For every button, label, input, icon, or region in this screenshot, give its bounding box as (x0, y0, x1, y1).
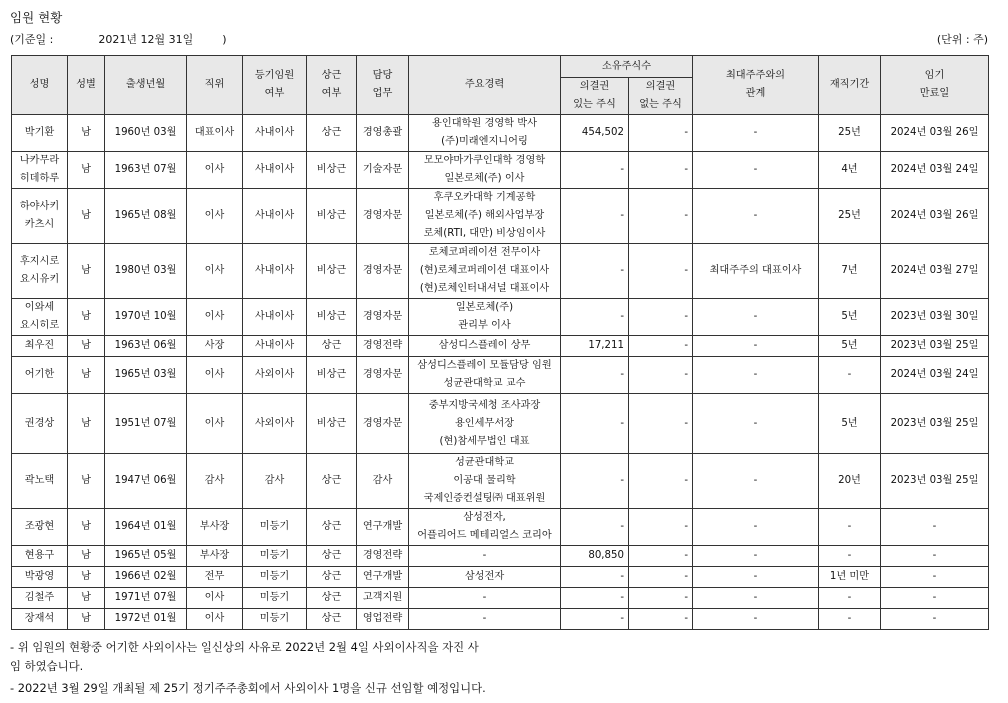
note-line: - 2022년 3월 29일 개최될 제 25기 정기주주총회에서 사외이사 1명을 신규 선임할 예정입니다. (10, 681, 486, 695)
table-row (12, 509, 989, 546)
header-registered: 등기임원 여부 (243, 56, 307, 115)
tenure-cell: 25년 (819, 189, 881, 244)
fulltime-cell: 상근 (307, 454, 357, 509)
career-cell-line: - (482, 613, 487, 624)
fulltime-cell: 상근 (307, 567, 357, 588)
name-cell-line: 권경상 (24, 417, 55, 429)
position-cell: 부사장 (187, 546, 243, 567)
nonvoting-shares-cell: - (629, 509, 693, 546)
position-cell: 이사 (187, 189, 243, 244)
duty-cell: 경영자문 (357, 244, 409, 299)
name-cell (12, 588, 68, 609)
tenure-cell: 1년 미만 (819, 567, 881, 588)
name-cell-line: 요시히로 (19, 320, 60, 331)
relation-cell: - (693, 394, 819, 454)
career-cell-line: (현)로체코퍼레이션 대표이사 (419, 265, 550, 276)
name-cell (12, 244, 68, 299)
career-cell-line: 성균관대학교 (454, 457, 515, 468)
registered-cell: 사내이사 (243, 299, 307, 336)
career-cell (409, 189, 561, 244)
voting-shares-cell: - (561, 299, 629, 336)
career-cell-line: - (482, 592, 487, 603)
career-cell (409, 546, 561, 567)
tenure-cell: - (819, 357, 881, 394)
reference-close: ) (222, 33, 227, 46)
name-cell-line: 이와세 (24, 302, 55, 313)
gender-cell: 남 (68, 588, 105, 609)
table-row (12, 336, 989, 357)
relation-cell: - (693, 299, 819, 336)
career-cell-line: 로체코퍼레이션 전무이사 (428, 247, 541, 258)
fulltime-cell: 상근 (307, 546, 357, 567)
name-cell-line: 곽노택 (24, 475, 55, 486)
executive-table (11, 55, 989, 630)
reference-date-value: 2021년 12월 31일 (98, 33, 194, 46)
position-cell: 이사 (187, 299, 243, 336)
name-cell-line: 조광현 (24, 521, 55, 532)
voting-shares-cell: - (561, 189, 629, 244)
position-cell: 이사 (187, 152, 243, 189)
nonvoting-shares-cell: - (629, 588, 693, 609)
position-cell: 사장 (187, 336, 243, 357)
nonvoting-shares-cell: - (629, 115, 693, 152)
career-cell-line: 로체(RTI, 대만) 비상임이사 (423, 228, 546, 239)
note-line: 임 하였습니다. (10, 659, 84, 673)
career-cell-line: 관리부 이사 (458, 320, 511, 331)
name-cell-line: 박기환 (24, 127, 55, 138)
career-cell-line: 일본로체(주) (455, 302, 514, 313)
term-cell: - (881, 609, 989, 630)
position-cell: 이사 (187, 244, 243, 299)
birth-cell: 1964년 01월 (105, 509, 187, 546)
career-cell-line: (현)참세무법인 대표 (439, 435, 530, 447)
relation-cell: - (693, 115, 819, 152)
career-cell-line: (현)로체인터내셔널 대표이사 (419, 283, 550, 294)
name-cell-line: 현용구 (24, 550, 55, 561)
registered-cell: 사외이사 (243, 394, 307, 454)
term-cell: 2024년 03월 24일 (881, 357, 989, 394)
relation-cell: - (693, 567, 819, 588)
tenure-cell: - (819, 609, 881, 630)
voting-shares-cell: - (561, 454, 629, 509)
nonvoting-shares-cell: - (629, 152, 693, 189)
name-cell-line: 카츠시 (24, 219, 55, 230)
name-cell (12, 609, 68, 630)
career-cell-line: 이공대 물리학 (453, 475, 516, 486)
name-cell-line: 후지시로 (19, 256, 60, 267)
duty-cell: 고객지원 (357, 588, 409, 609)
term-cell: - (881, 567, 989, 588)
relation-cell: - (693, 546, 819, 567)
fulltime-cell: 상근 (307, 609, 357, 630)
gender-cell: 남 (68, 454, 105, 509)
relation-cell: - (693, 152, 819, 189)
nonvoting-shares-cell: - (629, 244, 693, 299)
term-cell: 2023년 03월 25일 (881, 454, 989, 509)
name-cell-line: 하야사키 (19, 201, 60, 212)
career-cell-line: 중부지방국세청 조사과장 (428, 399, 541, 411)
voting-shares-cell: 17,211 (561, 336, 629, 357)
registered-cell: 미등기 (243, 509, 307, 546)
table-row (12, 189, 989, 244)
tenure-cell: 7년 (819, 244, 881, 299)
name-cell-line: 장재석 (24, 613, 55, 624)
career-cell-line: 용인대학원 경영학 박사 (432, 118, 537, 129)
nonvoting-shares-cell: - (629, 336, 693, 357)
header-tenure: 재직기간 (819, 56, 881, 115)
fulltime-cell: 상근 (307, 509, 357, 546)
gender-cell: 남 (68, 567, 105, 588)
name-cell (12, 336, 68, 357)
registered-cell: 미등기 (243, 609, 307, 630)
fulltime-cell: 상근 (307, 115, 357, 152)
table-row (12, 454, 989, 509)
position-cell: 대표이사 (187, 115, 243, 152)
name-cell (12, 115, 68, 152)
birth-cell: 1965년 05월 (105, 546, 187, 567)
reference-date (10, 31, 227, 47)
duty-cell: 영업전략 (357, 609, 409, 630)
relation-cell: - (693, 189, 819, 244)
birth-cell: 1980년 03월 (105, 244, 187, 299)
voting-shares-cell: - (561, 509, 629, 546)
header-relation: 최대주주와의 관계 (693, 56, 819, 115)
gender-cell: 남 (68, 546, 105, 567)
duty-cell: 기술자문 (357, 152, 409, 189)
header-name: 성명 (12, 56, 68, 115)
gender-cell: 남 (68, 336, 105, 357)
fulltime-cell: 비상근 (307, 357, 357, 394)
header-term: 임기 만료일 (881, 56, 989, 115)
fulltime-cell: 비상근 (307, 152, 357, 189)
registered-cell: 감사 (243, 454, 307, 509)
career-cell (409, 567, 561, 588)
header-voting: 의결권 있는 주식 (561, 78, 629, 115)
relation-cell: - (693, 336, 819, 357)
term-cell: 2024년 03월 24일 (881, 152, 989, 189)
relation-cell: - (693, 357, 819, 394)
duty-cell: 경영자문 (357, 189, 409, 244)
duty-cell: 경영전략 (357, 336, 409, 357)
term-cell: 2023년 03월 25일 (881, 336, 989, 357)
header-nonvoting: 의결권 없는 주식 (629, 78, 693, 115)
gender-cell: 남 (68, 357, 105, 394)
gender-cell: 남 (68, 609, 105, 630)
career-cell (409, 115, 561, 152)
table-row (12, 567, 989, 588)
birth-cell: 1966년 02월 (105, 567, 187, 588)
gender-cell: 남 (68, 152, 105, 189)
relation-cell: - (693, 454, 819, 509)
header-gender: 성별 (68, 56, 105, 115)
birth-cell: 1971년 07월 (105, 588, 187, 609)
career-cell-line: - (482, 550, 487, 561)
gender-cell: 남 (68, 509, 105, 546)
career-cell (409, 244, 561, 299)
term-cell: 2023년 03월 30일 (881, 299, 989, 336)
career-cell-line: 삼성전자, (463, 512, 506, 523)
birth-cell: 1963년 07월 (105, 152, 187, 189)
career-cell (409, 609, 561, 630)
relation-cell: - (693, 588, 819, 609)
name-cell (12, 394, 68, 454)
registered-cell: 사내이사 (243, 244, 307, 299)
unit-label: (단위 : 주) (936, 33, 988, 46)
fulltime-cell: 상근 (307, 336, 357, 357)
nonvoting-shares-cell: - (629, 609, 693, 630)
career-cell (409, 336, 561, 357)
career-cell-line: 삼성디스플레이 상무 (438, 340, 531, 351)
birth-cell: 1963년 06월 (105, 336, 187, 357)
birth-cell: 1965년 08월 (105, 189, 187, 244)
fulltime-cell: 비상근 (307, 244, 357, 299)
note-line: - 위 임원의 현황중 어기한 사외이사는 일신상의 사유로 2022년 2월 4일 사외이사직을 자진 사 (10, 640, 479, 654)
registered-cell: 사내이사 (243, 189, 307, 244)
career-cell-line: 삼성전자 (464, 571, 505, 582)
term-cell: - (881, 546, 989, 567)
duty-cell: 경영전략 (357, 546, 409, 567)
tenure-cell: 20년 (819, 454, 881, 509)
voting-shares-cell: - (561, 357, 629, 394)
duty-cell: 경영자문 (357, 394, 409, 454)
tenure-cell: 25년 (819, 115, 881, 152)
name-cell (12, 152, 68, 189)
table-row (12, 244, 989, 299)
voting-shares-cell: - (561, 394, 629, 454)
gender-cell: 남 (68, 115, 105, 152)
nonvoting-shares-cell: - (629, 189, 693, 244)
career-cell-line: 모모야마가쿠인대학 경영학 (423, 155, 546, 166)
duty-cell: 경영총괄 (357, 115, 409, 152)
relation-cell: - (693, 609, 819, 630)
table-row (12, 152, 989, 189)
header-shares: 소유주식수 (561, 56, 693, 78)
career-cell (409, 357, 561, 394)
table-row (12, 394, 989, 454)
tenure-cell: - (819, 588, 881, 609)
career-cell (409, 588, 561, 609)
birth-cell: 1972년 01월 (105, 609, 187, 630)
name-cell-line: 김철주 (24, 592, 55, 603)
reference-label: (기준일 : (10, 33, 54, 46)
career-cell (409, 509, 561, 546)
tenure-cell: 5년 (819, 299, 881, 336)
registered-cell: 미등기 (243, 588, 307, 609)
voting-shares-cell: - (561, 588, 629, 609)
career-cell-line: 국제인증컨설팅㈜ 대표위원 (423, 493, 546, 504)
table-row (12, 299, 989, 336)
name-cell (12, 357, 68, 394)
fulltime-cell: 비상근 (307, 189, 357, 244)
registered-cell: 사내이사 (243, 152, 307, 189)
nonvoting-shares-cell: - (629, 454, 693, 509)
birth-cell: 1951년 07월 (105, 394, 187, 454)
gender-cell: 남 (68, 189, 105, 244)
nonvoting-shares-cell: - (629, 546, 693, 567)
term-cell: 2023년 03월 25일 (881, 394, 989, 454)
gender-cell: 남 (68, 244, 105, 299)
career-cell-line: (주)미래엔지니어링 (441, 136, 528, 147)
tenure-cell: - (819, 509, 881, 546)
term-cell: 2024년 03월 26일 (881, 115, 989, 152)
name-cell-line: 최우진 (24, 340, 55, 351)
career-cell (409, 299, 561, 336)
relation-cell: 최대주주의 대표이사 (693, 244, 819, 299)
gender-cell: 남 (68, 394, 105, 454)
birth-cell: 1960년 03월 (105, 115, 187, 152)
name-cell (12, 509, 68, 546)
term-cell: - (881, 588, 989, 609)
table-row (12, 546, 989, 567)
header-birth: 출생년월 (105, 56, 187, 115)
tenure-cell: - (819, 546, 881, 567)
registered-cell: 미등기 (243, 546, 307, 567)
table-row (12, 609, 989, 630)
birth-cell: 1965년 03월 (105, 357, 187, 394)
birth-cell: 1947년 06월 (105, 454, 187, 509)
header-position: 직위 (187, 56, 243, 115)
career-cell-line: 후쿠오카대학 기계공학 (433, 192, 536, 203)
career-cell-line: 어플리어드 메테리얼스 코리아 (417, 530, 552, 541)
table-row (12, 588, 989, 609)
nonvoting-shares-cell: - (629, 567, 693, 588)
duty-cell: 경영자문 (357, 357, 409, 394)
nonvoting-shares-cell: - (629, 299, 693, 336)
nonvoting-shares-cell: - (629, 357, 693, 394)
name-cell (12, 299, 68, 336)
name-cell-line: 나카무라 (19, 155, 60, 166)
birth-cell: 1970년 10월 (105, 299, 187, 336)
table-row (12, 115, 989, 152)
fulltime-cell: 상근 (307, 588, 357, 609)
duty-cell: 연구개발 (357, 509, 409, 546)
career-cell-line: 일본로체(주) 이사 (444, 173, 525, 184)
career-cell-line: 일본로체(주) 해외사업부장 (424, 210, 545, 221)
relation-cell: - (693, 509, 819, 546)
registered-cell: 사외이사 (243, 357, 307, 394)
registered-cell: 미등기 (243, 567, 307, 588)
position-cell: 전무 (187, 567, 243, 588)
tenure-cell: 4년 (819, 152, 881, 189)
header-fulltime: 상근 여부 (307, 56, 357, 115)
header-duty: 담당 업무 (357, 56, 409, 115)
position-cell: 이사 (187, 394, 243, 454)
term-cell: 2024년 03월 26일 (881, 189, 989, 244)
career-cell (409, 152, 561, 189)
career-cell-line: 용인세무서장 (454, 417, 515, 429)
voting-shares-cell: 80,850 (561, 546, 629, 567)
table-row (12, 357, 989, 394)
position-cell: 이사 (187, 609, 243, 630)
registered-cell: 사내이사 (243, 115, 307, 152)
voting-shares-cell: - (561, 244, 629, 299)
career-cell (409, 454, 561, 509)
name-cell (12, 546, 68, 567)
career-cell-line: 성균관대학교 교수 (443, 378, 526, 389)
position-cell: 이사 (187, 357, 243, 394)
name-cell-line: 히데하루 (19, 173, 60, 184)
career-cell-line: 삼성디스플레이 모듈담당 임원 (417, 360, 552, 371)
name-cell (12, 454, 68, 509)
career-cell (409, 394, 561, 454)
name-cell-line: 요시유키 (19, 274, 60, 285)
name-cell (12, 567, 68, 588)
fulltime-cell: 비상근 (307, 394, 357, 454)
duty-cell: 경영자문 (357, 299, 409, 336)
duty-cell: 감사 (357, 454, 409, 509)
registered-cell: 사내이사 (243, 336, 307, 357)
voting-shares-cell: - (561, 152, 629, 189)
term-cell: - (881, 509, 989, 546)
position-cell: 이사 (187, 588, 243, 609)
tenure-cell: 5년 (819, 336, 881, 357)
nonvoting-shares-cell: - (629, 394, 693, 454)
voting-shares-cell: - (561, 609, 629, 630)
tenure-cell: 5년 (819, 394, 881, 454)
name-cell (12, 189, 68, 244)
name-cell-line: 어기한 (24, 369, 55, 380)
position-cell: 부사장 (187, 509, 243, 546)
voting-shares-cell: 454,502 (561, 115, 629, 152)
duty-cell: 연구개발 (357, 567, 409, 588)
voting-shares-cell: - (561, 567, 629, 588)
name-cell-line: 박광영 (24, 571, 55, 582)
position-cell: 감사 (187, 454, 243, 509)
fulltime-cell: 비상근 (307, 299, 357, 336)
term-cell: 2024년 03월 27일 (881, 244, 989, 299)
page-title: 임원 현황 (10, 10, 63, 25)
header-career: 주요경력 (409, 56, 561, 115)
gender-cell: 남 (68, 299, 105, 336)
